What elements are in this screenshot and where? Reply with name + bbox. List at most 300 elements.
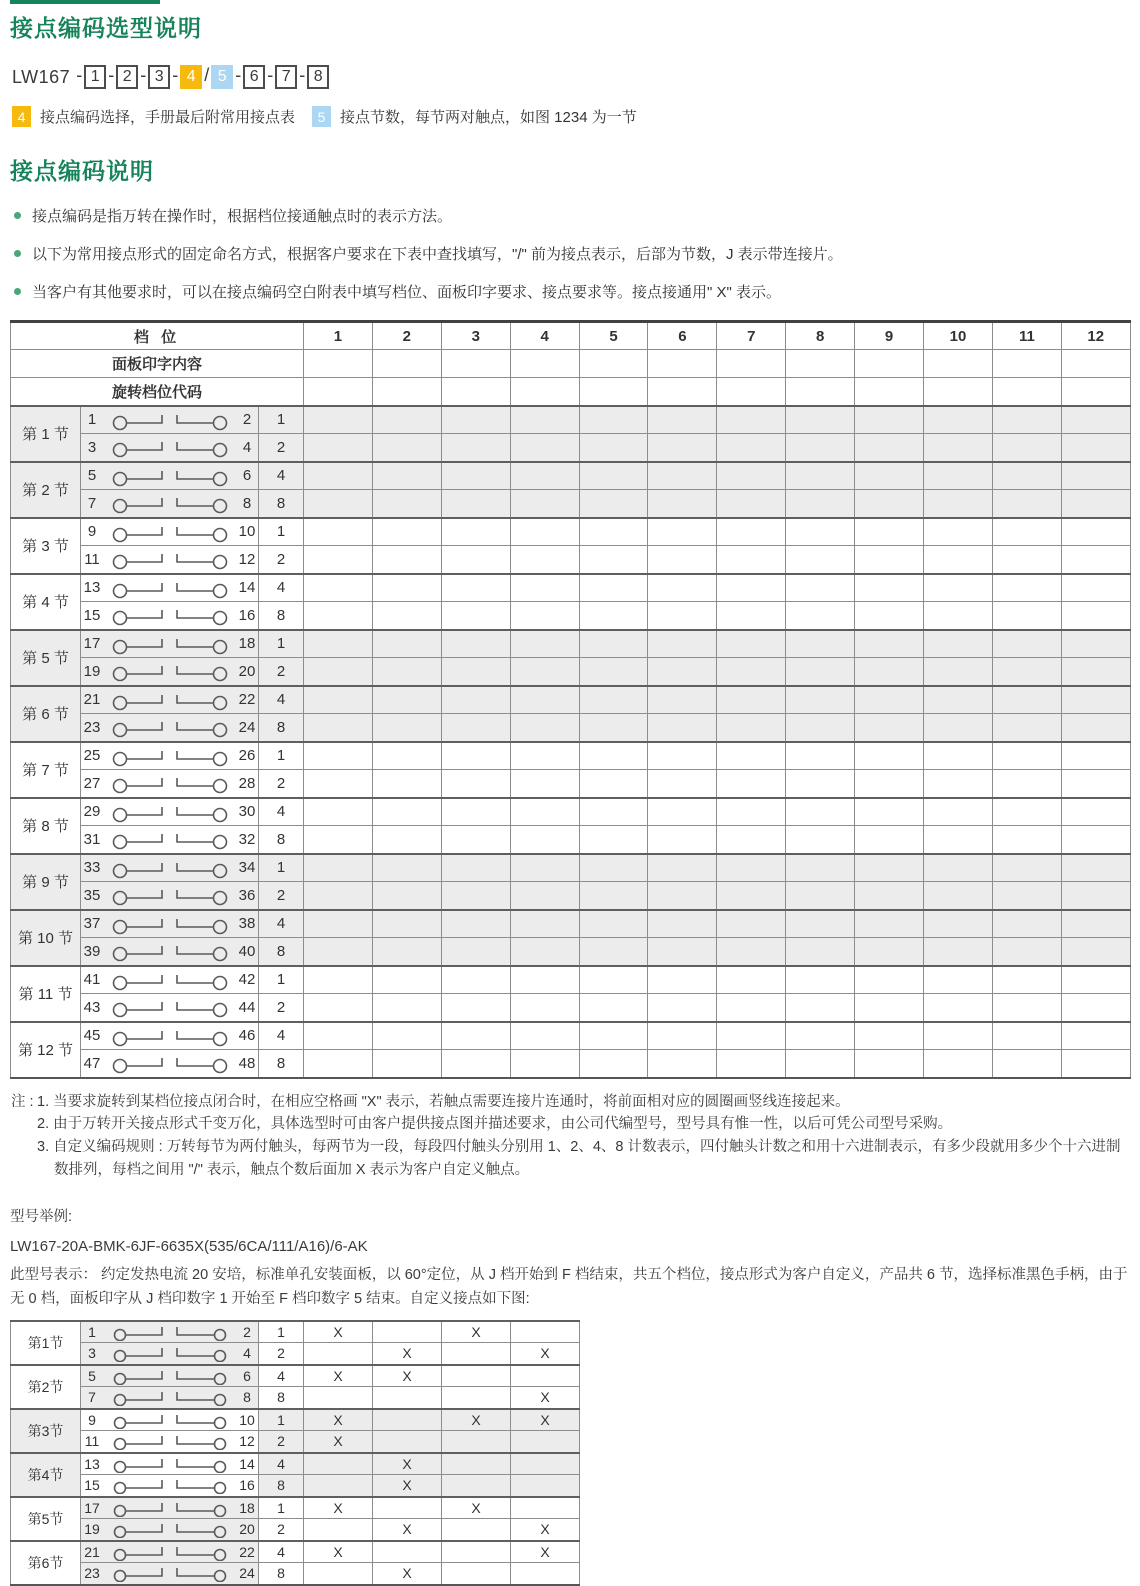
gear-cell: [786, 1022, 855, 1050]
terminal-number-left: 27: [83, 774, 101, 792]
gear-cell: [1061, 1050, 1130, 1078]
gear-cell: [1061, 574, 1130, 602]
gear-cell: [372, 882, 441, 910]
terminal-number-left: 7: [88, 1389, 96, 1406]
contact-diagram-cell: [81, 826, 259, 854]
gear-cell: [648, 938, 717, 966]
gear-cell: [1061, 994, 1130, 1022]
section-label: 第 9 节: [11, 854, 81, 910]
contact-code-cell: 1: [259, 406, 304, 434]
gear-cell: [1061, 602, 1130, 630]
gear-cell: [510, 938, 579, 966]
gear-cell: [717, 854, 786, 882]
gear-cell: [1061, 630, 1130, 658]
mark-cell: [442, 1563, 511, 1585]
example-contact-row: [11, 1541, 580, 1563]
contact-row: [11, 518, 1131, 546]
gear-cell: [786, 462, 855, 490]
mark-cell: X: [304, 1497, 373, 1519]
gear-cell: [786, 434, 855, 462]
mark-cell: [304, 1475, 373, 1497]
contact-code-cell: 4: [259, 1453, 304, 1475]
bullet-dot-icon: [14, 250, 21, 257]
gear-cell: [579, 602, 648, 630]
gear-cell: [579, 742, 648, 770]
terminal-number-right: 18: [239, 1499, 255, 1516]
contact-code-cell: 2: [259, 1519, 304, 1541]
gear-cell: [855, 798, 924, 826]
contact-symbol-icon: [111, 548, 229, 570]
gear-cell: [786, 518, 855, 546]
page-title: 接点编码选型说明: [10, 15, 202, 41]
gear-cell: [304, 770, 373, 798]
model-box-8: 8: [307, 65, 329, 89]
mark-cell: X: [373, 1365, 442, 1387]
contact-diagram-cell: [81, 1563, 259, 1585]
gear-cell: [855, 574, 924, 602]
gear-cell: [648, 1050, 717, 1078]
contact-symbol-icon: [111, 857, 229, 879]
rotate-code-cell: [304, 378, 373, 406]
mark-cell: X: [442, 1321, 511, 1343]
gear-cell: [1061, 714, 1130, 742]
rotate-code-cell: [855, 378, 924, 406]
contact-symbol-icon: [111, 745, 229, 767]
gear-cell: [648, 966, 717, 994]
gear-cell: [441, 490, 510, 518]
terminal-number-right: 14: [238, 579, 256, 597]
gear-cell: [786, 882, 855, 910]
gear-cell: [855, 462, 924, 490]
gear-cell: [579, 1022, 648, 1050]
gear-cell: [786, 994, 855, 1022]
notes-prefix: 注 :: [11, 1093, 34, 1110]
gear-cell: [510, 994, 579, 1022]
terminal-number-right: 16: [239, 1477, 255, 1494]
gear-cell: [924, 546, 993, 574]
example-contact-row: [11, 1387, 580, 1409]
gear-cell: [717, 966, 786, 994]
contact-symbol-icon: [111, 492, 229, 514]
contact-symbol-icon: [111, 1455, 229, 1473]
gear-cell: [992, 434, 1061, 462]
bullet-list: [12, 206, 1130, 303]
contact-code-cell: 8: [259, 1387, 304, 1409]
gear-cell: [579, 910, 648, 938]
mark-cell: [442, 1541, 511, 1563]
mark-cell: [304, 1343, 373, 1365]
gear-cell: [924, 826, 993, 854]
gear-cell: [717, 826, 786, 854]
terminal-number-right: 8: [243, 1389, 251, 1406]
contact-code-cell: 8: [259, 714, 304, 742]
contact-row: [11, 770, 1131, 798]
contact-symbol-icon: [111, 409, 229, 431]
section-title-coding: 接点编码说明: [10, 158, 154, 184]
gear-cell: [855, 882, 924, 910]
contact-code-cell: 4: [259, 1022, 304, 1050]
gear-cell: [510, 630, 579, 658]
gear-cell: [579, 770, 648, 798]
bullet-item: [12, 206, 1130, 227]
mark-cell: X: [442, 1409, 511, 1431]
gear-cell: [924, 1050, 993, 1078]
gear-cell: [579, 686, 648, 714]
notes-block: [10, 1091, 1130, 1183]
terminal-number-right: 28: [238, 774, 256, 792]
example-contact-row: [11, 1343, 580, 1365]
rotate-code-cell: [441, 378, 510, 406]
mark-cell: [511, 1497, 580, 1519]
rotate-code-cell: [717, 378, 786, 406]
gear-cell: [579, 518, 648, 546]
example-contact-row: [11, 1409, 580, 1431]
terminal-number-right: 2: [243, 1323, 251, 1340]
example-contact-row: [11, 1365, 580, 1387]
contact-symbol-icon: [111, 1323, 229, 1341]
gear-cell: [992, 798, 1061, 826]
contact-row: [11, 882, 1131, 910]
terminal-number-left: 17: [83, 635, 101, 653]
position-column-header: 7: [717, 322, 786, 350]
gear-cell: [579, 826, 648, 854]
section-label: 第 6 节: [11, 686, 81, 742]
gear-cell: [992, 966, 1061, 994]
gear-cell: [510, 910, 579, 938]
gear-cell: [786, 686, 855, 714]
contact-symbol-icon: [111, 1025, 229, 1047]
gear-cell: [924, 882, 993, 910]
bullet-text: 以下为常用接点形式的固定命名方式，根据客户要求在下表中查找填写，"/" 前为接点表示，后部为节数，J 表示带连接片。: [32, 246, 843, 263]
note-item-1: 1. 当要求旋转到某档位接点闭合时，在相应空格画 "X" 表示，若触点需要连接片连通时，将前面相对应的圆圈画竖线连接起来。: [37, 1093, 850, 1110]
contact-diagram-cell: [81, 1497, 259, 1519]
gear-cell: [924, 742, 993, 770]
gear-cell: [441, 658, 510, 686]
gear-cell: [579, 1050, 648, 1078]
gear-cell: [992, 714, 1061, 742]
terminal-number-right: 22: [238, 691, 256, 709]
model-box-6: 6: [243, 65, 265, 89]
mark-cell: X: [511, 1409, 580, 1431]
legend-item-5: [312, 106, 637, 127]
contact-diagram-cell: [81, 714, 259, 742]
contact-diagram-cell: [81, 1409, 259, 1431]
mark-cell: [442, 1453, 511, 1475]
gear-cell: [717, 798, 786, 826]
gear-cell: [441, 994, 510, 1022]
gear-cell: [372, 574, 441, 602]
terminal-number-right: 6: [243, 1367, 251, 1384]
gear-cell: [648, 854, 717, 882]
gear-cell: [717, 770, 786, 798]
gear-cell: [510, 602, 579, 630]
contact-diagram-cell: [81, 1453, 259, 1475]
terminal-number-right: 4: [242, 438, 252, 456]
gear-cell: [992, 546, 1061, 574]
gear-cell: [924, 602, 993, 630]
gear-cell: [304, 546, 373, 574]
gear-cell: [304, 966, 373, 994]
section-label: 第3节: [11, 1409, 81, 1453]
position-column-header: 3: [441, 322, 510, 350]
contact-row: [11, 1050, 1131, 1078]
contact-row: [11, 742, 1131, 770]
contact-diagram-cell: [81, 1321, 259, 1343]
gear-cell: [441, 966, 510, 994]
position-column-header: 9: [855, 322, 924, 350]
gear-cell: [510, 518, 579, 546]
terminal-number-left: 43: [83, 998, 101, 1016]
gear-cell: [510, 854, 579, 882]
gear-cell: [441, 434, 510, 462]
rotate-code-cell: [992, 378, 1061, 406]
panel-print-cell: [786, 350, 855, 378]
contact-code-cell: 8: [259, 826, 304, 854]
rotate-code-cell: [372, 378, 441, 406]
gear-cell: [304, 406, 373, 434]
terminal-number-left: 21: [84, 1543, 100, 1560]
terminal-number-left: 1: [88, 1323, 96, 1340]
gear-cell: [510, 882, 579, 910]
position-column-header: 10: [924, 322, 993, 350]
mark-cell: X: [304, 1321, 373, 1343]
gear-cell: [372, 658, 441, 686]
contact-symbol-icon: [111, 996, 229, 1018]
bullet-text: 当客户有其他要求时，可以在接点编码空白附表中填写档位、面板印字要求、接点要求等。接点接通用" X" 表示。: [32, 284, 781, 301]
terminal-number-right: 24: [239, 1565, 255, 1582]
contact-symbol-icon: [111, 716, 229, 738]
gear-cell: [304, 686, 373, 714]
terminal-number-right: 48: [238, 1054, 256, 1072]
section-label: 第 7 节: [11, 742, 81, 798]
model-separator: -: [235, 65, 242, 85]
contact-diagram-cell: [81, 518, 259, 546]
gear-cell: [579, 462, 648, 490]
gear-cell: [510, 714, 579, 742]
gear-cell: [1061, 826, 1130, 854]
model-separator: -: [172, 65, 179, 85]
mark-cell: [442, 1431, 511, 1453]
contact-row: [11, 630, 1131, 658]
gear-cell: [372, 490, 441, 518]
gear-cell: [579, 938, 648, 966]
position-column-header: 6: [648, 322, 717, 350]
model-box-1: 1: [84, 65, 106, 89]
example-description: 此型号表示： 约定发热电流 20 安培，标准单孔安装面板，以 60°定位，从 J 档开始到 F 档结束，共五个档位，接点形式为客户自定义，产品共 6 节，选择标准黑色手柄，由于无 0 档，面板印字从 J 档印数字 1 开始至 F 档印数字 5 结束。自定义接点如下图:: [10, 1266, 1128, 1307]
gear-cell: [717, 882, 786, 910]
terminal-number-left: 3: [87, 438, 97, 456]
gear-cell: [372, 434, 441, 462]
gear-cell: [441, 770, 510, 798]
gear-cell: [304, 742, 373, 770]
gear-cell: [717, 602, 786, 630]
bullet-dot-icon: [14, 212, 21, 219]
gear-cell: [579, 798, 648, 826]
gear-cell: [648, 518, 717, 546]
gear-cell: [648, 910, 717, 938]
mark-cell: [304, 1453, 373, 1475]
panel-print-cell: [924, 350, 993, 378]
terminal-number-left: 5: [88, 1367, 96, 1384]
gear-cell: [372, 546, 441, 574]
custom-contact-example-table: [10, 1320, 580, 1586]
gear-cell: [1061, 490, 1130, 518]
contact-symbol-icon: [111, 828, 229, 850]
contact-diagram-cell: [81, 910, 259, 938]
gear-cell: [304, 910, 373, 938]
panel-print-cell: [648, 350, 717, 378]
gear-cell: [372, 994, 441, 1022]
gear-cell: [924, 714, 993, 742]
contact-diagram-cell: [81, 882, 259, 910]
contact-code-cell: 4: [259, 462, 304, 490]
rotate-code-cell: [786, 378, 855, 406]
terminal-number-left: 19: [83, 662, 101, 680]
gear-cell: [992, 910, 1061, 938]
gear-cell: [1061, 854, 1130, 882]
gear-cell: [441, 462, 510, 490]
gear-cell: [648, 490, 717, 518]
contact-diagram-cell: [81, 966, 259, 994]
gear-cell: [1061, 462, 1130, 490]
gear-cell: [648, 574, 717, 602]
contact-code-cell: 8: [259, 1050, 304, 1078]
gear-cell: [510, 826, 579, 854]
terminal-number-left: 19: [84, 1521, 100, 1538]
gear-cell: [372, 826, 441, 854]
gear-cell: [648, 994, 717, 1022]
mark-cell: [511, 1365, 580, 1387]
rotate-code-cell: [579, 378, 648, 406]
gear-cell: [992, 406, 1061, 434]
gear-cell: [372, 938, 441, 966]
terminal-number-left: 3: [88, 1345, 96, 1362]
gear-cell: [372, 854, 441, 882]
contact-code-cell: 1: [259, 1321, 304, 1343]
gear-cell: [510, 406, 579, 434]
gear-cell: [924, 658, 993, 686]
mark-cell: [511, 1475, 580, 1497]
contact-diagram-cell: [81, 742, 259, 770]
contact-symbol-icon: [111, 521, 229, 543]
gear-cell: [717, 630, 786, 658]
example-contact-row: [11, 1563, 580, 1585]
gear-cell: [1061, 658, 1130, 686]
gear-cell: [441, 882, 510, 910]
contact-symbol-icon: [111, 660, 229, 682]
mark-cell: [304, 1387, 373, 1409]
position-column-header: 2: [372, 322, 441, 350]
gear-cell: [441, 574, 510, 602]
gear-cell: [441, 686, 510, 714]
contact-diagram-cell: [81, 574, 259, 602]
gear-cell: [1061, 546, 1130, 574]
contact-diagram-cell: [81, 602, 259, 630]
gear-cell: [304, 462, 373, 490]
contact-diagram-cell: [81, 658, 259, 686]
contact-diagram-cell: [81, 686, 259, 714]
gear-position-header: 档 位: [11, 322, 304, 350]
gear-cell: [924, 462, 993, 490]
panel-print-label: 面板印字内容: [11, 350, 304, 378]
mark-cell: [442, 1475, 511, 1497]
terminal-number-right: 10: [239, 1411, 255, 1428]
gear-cell: [992, 1022, 1061, 1050]
gear-cell: [717, 938, 786, 966]
gear-cell: [304, 714, 373, 742]
gear-cell: [992, 882, 1061, 910]
contact-code-cell: 2: [259, 882, 304, 910]
gear-cell: [648, 434, 717, 462]
contact-row: [11, 994, 1131, 1022]
terminal-number-left: 1: [87, 411, 97, 429]
contact-code-cell: 2: [259, 770, 304, 798]
gear-cell: [717, 434, 786, 462]
panel-print-cell: [304, 350, 373, 378]
gear-cell: [924, 854, 993, 882]
gear-cell: [924, 994, 993, 1022]
gear-cell: [924, 966, 993, 994]
gear-cell: [441, 518, 510, 546]
gear-cell: [1061, 882, 1130, 910]
mark-cell: X: [304, 1541, 373, 1563]
section-label: 第 11 节: [11, 966, 81, 1022]
rotate-code-cell: [648, 378, 717, 406]
contact-diagram-cell: [81, 406, 259, 434]
mark-cell: [511, 1453, 580, 1475]
legend-line: [12, 106, 1130, 127]
model-separator: -: [76, 65, 83, 85]
contact-code-cell: 8: [259, 1563, 304, 1585]
contact-code-cell: 2: [259, 994, 304, 1022]
contact-symbol-icon: [111, 772, 229, 794]
gear-cell: [441, 546, 510, 574]
gear-cell: [786, 1050, 855, 1078]
contact-symbol-icon: [111, 1564, 229, 1582]
contact-symbol-icon: [111, 1411, 229, 1429]
mark-cell: X: [373, 1475, 442, 1497]
section-label: 第6节: [11, 1541, 81, 1585]
contact-symbol-icon: [111, 969, 229, 991]
gear-cell: [648, 658, 717, 686]
bullet-dot-icon: [14, 288, 21, 295]
gear-cell: [304, 434, 373, 462]
gear-cell: [855, 686, 924, 714]
gear-cell: [855, 742, 924, 770]
model-separator: -: [267, 65, 274, 85]
contact-code-cell: 1: [259, 1409, 304, 1431]
gear-cell: [992, 490, 1061, 518]
gear-cell: [372, 966, 441, 994]
gear-cell: [304, 658, 373, 686]
model-box-5: 5: [211, 65, 233, 89]
section-label: 第 12 节: [11, 1022, 81, 1078]
gear-cell: [579, 966, 648, 994]
gear-cell: [648, 1022, 717, 1050]
mark-cell: [511, 1321, 580, 1343]
gear-cell: [992, 630, 1061, 658]
contact-code-cell: 8: [259, 602, 304, 630]
gear-cell: [1061, 798, 1130, 826]
terminal-number-right: 42: [238, 971, 256, 989]
gear-cell: [855, 434, 924, 462]
gear-cell: [855, 406, 924, 434]
rotate-code-cell: [1061, 378, 1130, 406]
example-model-number: LW167-20A-BMK-6JF-6635X(535/6CA/111/A16)/6-AK: [10, 1238, 368, 1256]
gear-cell: [855, 1050, 924, 1078]
contact-diagram-cell: [81, 1050, 259, 1078]
gear-cell: [855, 714, 924, 742]
